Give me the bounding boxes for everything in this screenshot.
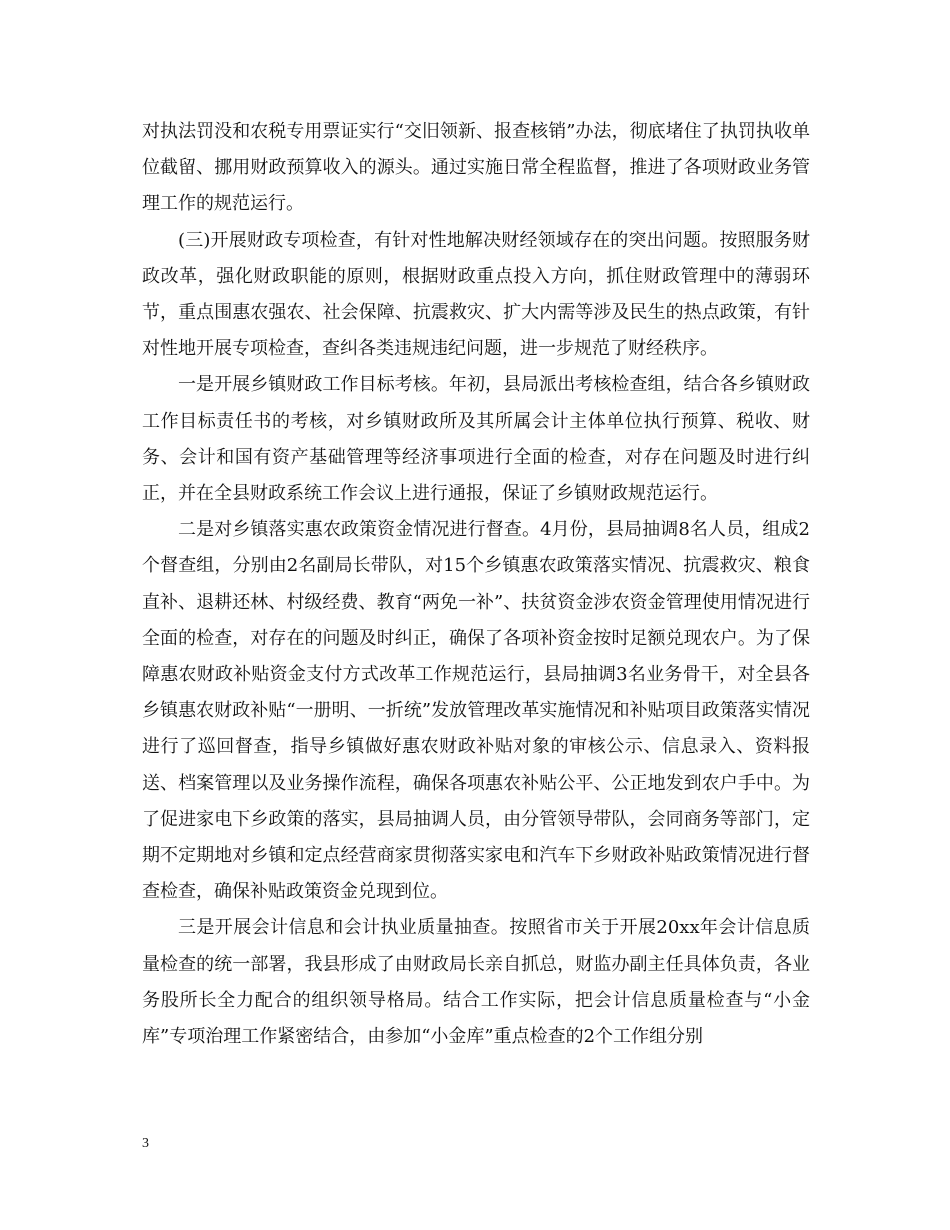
paragraph-5: 三是开展会计信息和会计执业质量抽查。按照省市关于开展20xx年会计信息质量检查的统一部署，我县形成了由财政局长亲自抓总，财监办副主任具体负责，各业务股所长全力配合的组织领导格局。结合工作实际，把会计信息质量检查与“小金库”专项治理工作紧密结合，由参加“小金库”重点检查的2个工作组分别	[142, 917, 810, 1048]
document-body	[142, 114, 810, 1055]
paragraph-1: 对执法罚没和农税专用票证实行“交旧领新、报查核销”办法，彻底堵住了执罚执收单位截留、挪用财政预算收入的源头。通过实施日常全程监督，推进了各项财政业务管理工作的规范运行。	[142, 121, 810, 215]
paragraph-3: 一是开展乡镇财政工作目标考核。年初，县局派出考核检查组，结合各乡镇财政工作目标责任书的考核，对乡镇财政所及其所属会计主体单位执行预算、税收、财务、会计和国有资产基础管理等经济事项进行全面的检查，对存在问题及时进行纠正，并在全县财政系统工作会议上进行通报，保证了乡镇财政规范运行。	[142, 374, 810, 505]
page-number: 3	[142, 1136, 149, 1151]
paragraph-4: 二是对乡镇落实惠农政策资金情况进行督查。4月份，县局抽调8名人员，组成2个督查组，分别由2名副局长带队，对15个乡镇惠农政策落实情况、抗震救灾、粮食直补、退耕还林、村级经费、教育“两免一补”、扶贫资金涉农资金管理使用情况进行全面的检查，对存在的问题及时纠正，确保了各项补资金按时足额兑现农户。为了保障惠农财政补贴资金支付方式改革工作规范运行，县局抽调3名业务骨干，对全县各乡镇惠农财政补贴“一册明、一折统”发放管理改革实施情况和补贴项目政策落实情况进行了巡回督查，指导乡镇做好惠农财政补贴对象的审核公示、信息录入、资料报送、档案管理以及业务操作流程，确保各项惠农补贴公平、公正地发到农户手中。为了促进家电下乡政策的落实，县局抽调人员，由分管领导带队，会同商务等部门，定期不定期地对乡镇和定点经营商家贯彻落实家电和汽车下乡财政补贴政策情况进行督查检查，确保补贴政策资金兑现到位。	[142, 519, 810, 903]
paragraph-2: (三)开展财政专项检查，有针对性地解决财经领域存在的突出问题。按照服务财政改革，强化财政职能的原则，根据财政重点投入方向，抓住财政管理中的薄弱环节，重点围惠农强农、社会保障、抗震救灾、扩大内需等涉及民生的热点政策，有针对性地开展专项检查，查纠各类违规违纪问题，进一步规范了财经秩序。	[142, 229, 810, 360]
